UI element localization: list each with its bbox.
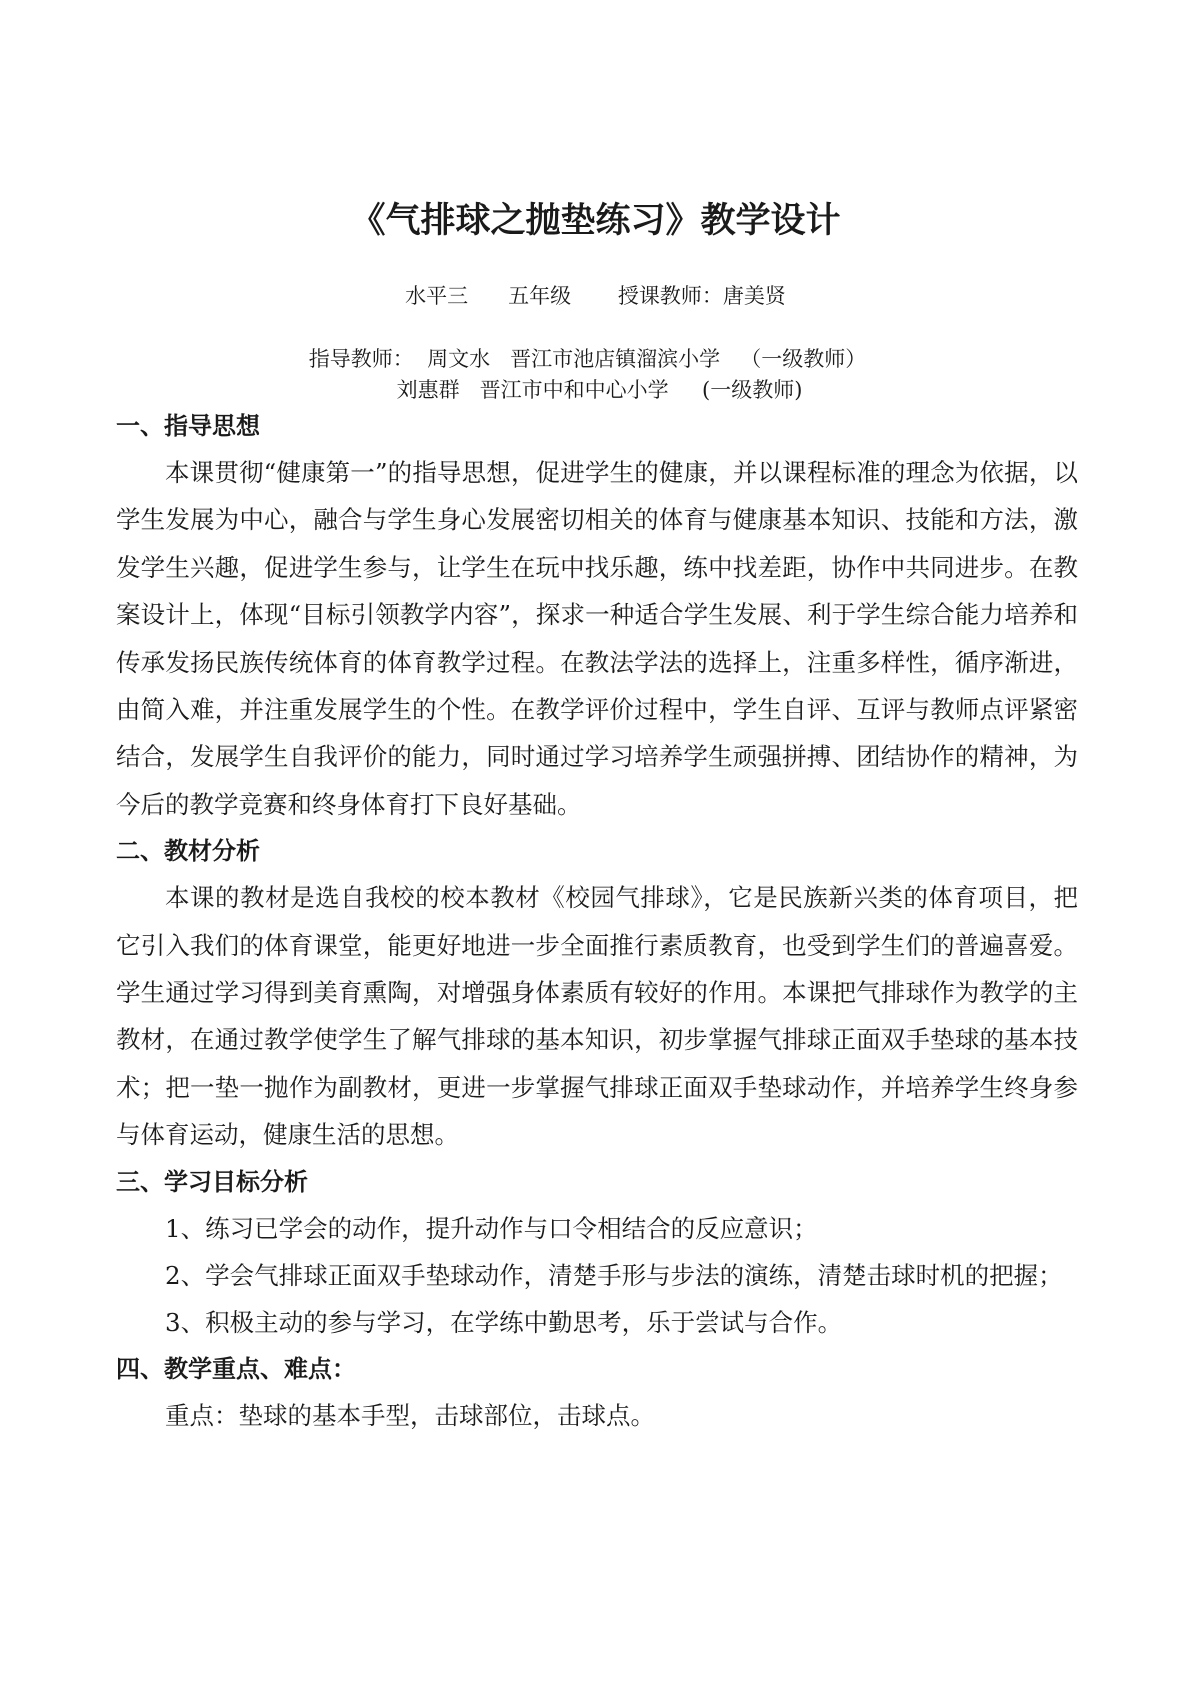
goal-item: 2、学会气排球正面双手垫球动作，清楚手形与步法的演练，清楚击球时机的把握；	[165, 1260, 1063, 1290]
section-heading: 四、教学重点、难点：	[116, 1354, 356, 1383]
section-paragraph: 本课的教材是选自我校的校本教材《校园气排球》，它是民族新兴类的体育项目，把它引入我们的体育课堂，能更好地进一步全面推行素质教育，也受到学生们的普遍喜爱。学生通过学习得到美育熏陶，对增强身体素质有较好的作用。本课把气排球作为教学的主教材，在通过教学使学生了解气排球的基本知识，初步掌握气排球正面双手垫球的基本技术；把一垫一抛作为副教材，更进一步掌握气排球正面双手垫球动作，并培养学生终身参与体育运动，健康生活的思想。	[116, 883, 1078, 1150]
section-paragraph: 本课贯彻“健康第一”的指导思想，促进学生的健康，并以课程标准的理念为依据，以学生发展为中心，融合与学生身心发展密切相关的体育与健康基本知识、技能和方法，激发学生兴趣，促进学生参与，让学生在玩中找乐趣，练中找差距，协作中共同进步。在教案设计上，体现“目标引领教学内容”，探求一种适合学生发展、利于学生综合能力培养和传承发扬民族传统体育的体育教学过程。在教法学法的选择上，注重多样性，循序渐进，由简入难，并注重发展学生的个性。在教学评价过程中，学生自评、互评与教师点评紧密结合，发展学生自我评价的能力，同时通过学习培养学生顽强拼搏、团结协作的精神，为今后的教学竞赛和终身体育打下良好基础。	[116, 458, 1078, 819]
section-material-analysis	[116, 828, 1078, 1158]
document-body	[116, 403, 1078, 1439]
document-title: 《气排球之抛垫练习》教学设计	[350, 201, 841, 241]
section-learning-goals	[116, 1159, 1078, 1346]
section-heading: 一、指导思想	[116, 412, 260, 440]
goal-item: 3、积极主动的参与学习，在学练中勤思考，乐于尝试与合作。	[165, 1307, 843, 1337]
key-point-item: 重点：垫球的基本手型，击球部位，击球点。	[165, 1400, 655, 1430]
mentor-line-2: 刘惠群 晋江市中和中心小学 (一级教师)	[396, 378, 803, 402]
goal-item: 1、练习已学会的动作，提升动作与口令相结合的反应意识；	[165, 1213, 818, 1243]
section-heading: 三、学习目标分析	[116, 1167, 308, 1196]
meta-line: 水平三 五年级 授课教师：唐美贤	[405, 284, 786, 308]
mentor-line-1: 指导教师： 周文水 晋江市池店镇溜滨小学 （一级教师）	[308, 347, 867, 371]
section-key-points	[116, 1346, 1078, 1439]
section-guiding-thought	[116, 403, 1078, 828]
section-heading: 二、教材分析	[116, 837, 260, 866]
